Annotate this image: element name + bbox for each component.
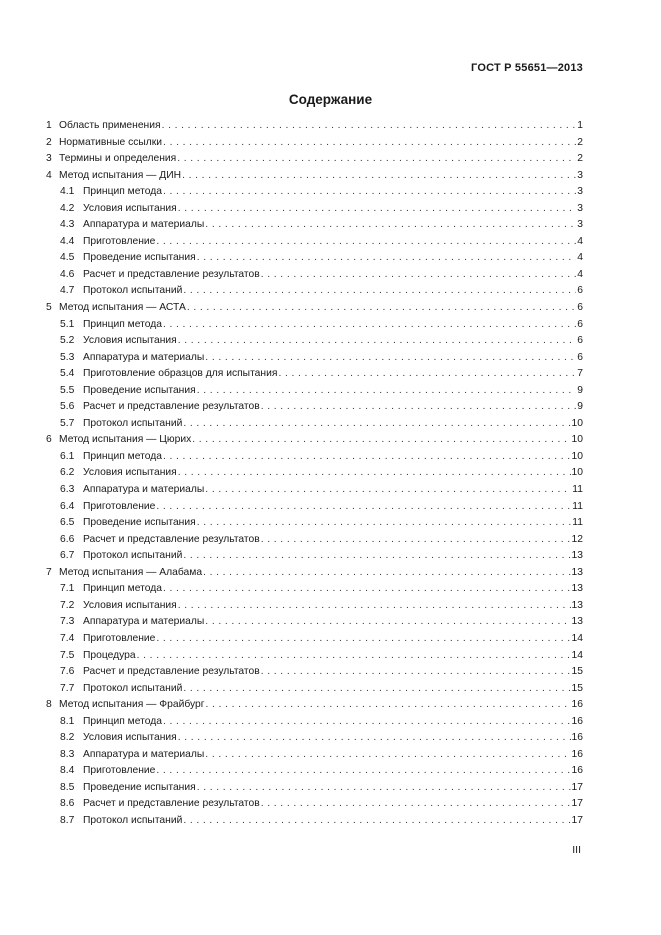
toc-entry-page: 16 [571,732,583,744]
toc-entry-title: Аппаратура и материалы [83,219,205,231]
toc-heading: Содержание [288,92,373,107]
toc-entry-title: Процедура [83,649,136,661]
toc-entry-page: 12 [571,533,583,545]
toc-entry-number: 3 [46,153,52,165]
toc-dot-leader [197,250,577,267]
toc-section-entry[interactable] [46,168,583,185]
toc-section-entry[interactable] [46,151,583,168]
toc-section-entry[interactable] [46,300,583,317]
toc-entry-title: Метод испытания — Фрайбург [59,699,205,711]
toc-dot-leader [205,217,576,234]
toc-entry-title: Метод испытания — АСТА [59,302,186,314]
toc-entry-page: 11 [572,500,583,512]
toc-entry-title: Протокол испытаний [83,285,183,297]
toc-dot-leader [162,118,577,135]
toc-subsection-entry[interactable] [46,283,583,300]
toc-entry-number: 5.4 [60,368,75,380]
toc-entry-number: 4 [46,169,52,181]
toc-entry-page: 6 [577,351,583,363]
toc-entry-title: Протокол испытаний [83,682,183,694]
toc-entry-page: 17 [571,814,583,826]
toc-entry-page: 16 [571,748,583,760]
toc-entry-number: 5 [46,302,52,314]
toc-dot-leader [261,267,577,284]
toc-subsection-entry[interactable] [46,465,583,482]
toc-entry-page: 4 [577,252,583,264]
toc-entry-number: 1 [46,120,52,131]
toc-subsection-entry[interactable] [46,714,583,731]
toc-subsection-entry[interactable] [46,416,583,433]
toc-entry-number: 4.2 [60,202,75,214]
toc-subsection-entry[interactable] [46,747,583,764]
toc-subsection-entry[interactable] [46,664,583,681]
toc-entry-title: Принцип метода [83,583,162,595]
toc-entry-title: Нормативные ссылки [59,136,163,148]
toc-entry-number: 6.6 [60,533,75,545]
toc-subsection-entry[interactable] [46,631,583,648]
toc-entry-title: Условия испытания [83,467,177,479]
toc-entry-title: Принцип метода [83,450,162,462]
toc-entry-title: Условия испытания [83,202,177,214]
toc-dot-leader [261,399,577,416]
toc-entry-number: 8.3 [60,748,75,760]
toc-subsection-entry[interactable] [46,614,583,631]
toc-subsection-entry[interactable] [46,317,583,334]
toc-dot-leader [192,432,570,449]
toc-entry-page: 13 [571,550,583,562]
toc-subsection-entry[interactable] [46,780,583,797]
toc-dot-leader [177,151,576,168]
toc-entry-number: 6.4 [60,500,75,512]
toc-entry-number: 5.6 [60,401,75,413]
toc-entry-title: Приготовление [83,632,156,644]
toc-entry-page: 14 [571,632,583,644]
toc-entry-title: Метод испытания — ДИН [59,169,182,181]
toc-section-entry[interactable] [46,118,583,135]
toc-subsection-entry[interactable] [46,598,583,615]
toc-entry-page: 6 [577,302,583,314]
toc-entry-number: 8.2 [60,732,75,744]
toc-entry-title: Условия испытания [83,335,177,347]
toc-subsection-entry[interactable] [46,383,583,400]
toc-entry-title: Проведение испытания [83,384,196,396]
toc-entry-page: 10 [571,450,583,462]
toc-entry-page: 11 [572,517,583,529]
toc-dot-leader [178,201,577,218]
toc-dot-leader [187,300,576,317]
toc-dot-leader [178,598,571,615]
toc-dot-leader [156,763,570,780]
toc-subsection-entry[interactable] [46,217,583,234]
toc-entry-number: 6.3 [60,484,75,496]
toc-dot-leader [205,350,576,367]
toc-entry-page: 6 [577,285,583,297]
toc-entry-number: 4.3 [60,219,75,231]
toc-entry-title: Расчет и представление результатов [83,401,260,413]
toc-dot-leader [178,465,571,482]
toc-entry-title: Приготовление [83,765,156,777]
toc-dot-leader [156,234,576,251]
toc-entry-page: 3 [577,169,583,181]
toc-entry-page: 14 [571,649,583,661]
toc-entry-title: Проведение испытания [83,781,196,793]
toc-subsection-entry[interactable] [46,250,583,267]
toc-entry-number: 8.4 [60,765,75,777]
document-code: ГОСТ Р 55651—2013 [471,62,583,74]
toc-entry-title: Принцип метода [83,318,162,330]
toc-entry-title: Принцип метода [83,186,162,198]
toc-subsection-entry[interactable] [46,499,583,516]
toc-entry-number: 7.5 [60,649,75,661]
toc-entry-number: 5.2 [60,335,75,347]
toc-entry-page: 16 [571,699,583,711]
page-number: III [572,844,581,856]
toc-entry-page: 17 [571,781,583,793]
toc-entry-page: 13 [571,616,583,628]
toc-entry-title: Приготовление [83,500,156,512]
table-of-contents [46,118,583,830]
toc-entry-page: 1 [577,120,583,131]
toc-dot-leader [197,515,572,532]
toc-entry-title: Приготовление образцов для испытания [83,368,278,380]
toc-dot-leader [183,416,570,433]
toc-entry-number: 6.1 [60,450,75,462]
toc-subsection-entry[interactable] [46,234,583,251]
toc-dot-leader [261,664,571,681]
toc-dot-leader [205,614,570,631]
toc-dot-leader [163,317,576,334]
toc-subsection-entry[interactable] [46,581,583,598]
toc-subsection-entry[interactable] [46,366,583,383]
toc-entry-page: 10 [571,417,583,429]
toc-dot-leader [183,283,576,300]
toc-entry-title: Проведение испытания [83,252,196,264]
toc-entry-page: 13 [571,599,583,611]
toc-dot-leader [182,168,576,185]
toc-section-entry[interactable] [46,697,583,714]
toc-entry-page: 16 [571,715,583,727]
toc-entry-page: 2 [577,153,583,165]
toc-entry-number: 7.4 [60,632,75,644]
toc-entry-number: 7.2 [60,599,75,611]
toc-dot-leader [163,449,571,466]
toc-subsection-entry[interactable] [46,763,583,780]
toc-section-entry[interactable] [46,565,583,582]
toc-dot-leader [183,548,570,565]
toc-entry-title: Условия испытания [83,599,177,611]
toc-entry-page: 4 [577,235,583,247]
toc-entry-number: 8.7 [60,814,75,826]
toc-entry-title: Расчет и представление результатов [83,268,260,280]
toc-entry-title: Расчет и представление результатов [83,798,260,810]
toc-entry-number: 7.6 [60,666,75,678]
toc-entry-page: 9 [577,384,583,396]
toc-entry-page: 15 [571,682,583,694]
toc-subsection-entry[interactable] [46,813,583,830]
toc-entry-title: Расчет и представление результатов [83,666,260,678]
toc-entry-page: 7 [577,368,583,380]
toc-entry-title: Аппаратура и материалы [83,484,205,496]
toc-subsection-entry[interactable] [46,449,583,466]
toc-entry-title: Область применения [59,120,161,131]
toc-entry-page: 3 [577,219,583,231]
toc-entry-number: 5.5 [60,384,75,396]
toc-subsection-entry[interactable] [46,201,583,218]
toc-entry-number: 6.5 [60,517,75,529]
toc-subsection-entry[interactable] [46,267,583,284]
toc-entry-title: Расчет и представление результатов [83,533,260,545]
toc-subsection-entry[interactable] [46,399,583,416]
toc-entry-title: Протокол испытаний [83,417,183,429]
toc-entry-page: 10 [571,467,583,479]
toc-entry-number: 5.3 [60,351,75,363]
toc-subsection-entry[interactable] [46,548,583,565]
toc-dot-leader [183,681,570,698]
toc-entry-number: 5.1 [60,318,75,330]
toc-dot-leader [206,697,571,714]
toc-subsection-entry[interactable] [46,515,583,532]
toc-subsection-entry[interactable] [46,333,583,350]
toc-entry-number: 4.7 [60,285,75,297]
toc-entry-number: 2 [46,136,52,148]
toc-entry-number: 7.7 [60,682,75,694]
toc-entry-title: Аппаратура и материалы [83,748,205,760]
toc-dot-leader [163,135,576,152]
toc-dot-leader [163,714,571,731]
toc-entry-number: 4.4 [60,235,75,247]
toc-entry-title: Приготовление [83,235,156,247]
toc-dot-leader [261,796,571,813]
toc-entry-number: 6.2 [60,467,75,479]
toc-entry-page: 15 [571,666,583,678]
toc-entry-page: 16 [571,765,583,777]
toc-entry-number: 5.7 [60,417,75,429]
toc-entry-title: Принцип метода [83,715,162,727]
toc-dot-leader [197,780,571,797]
toc-dot-leader [261,532,571,549]
toc-dot-leader [163,184,576,201]
toc-dot-leader [156,499,571,516]
toc-dot-leader [156,631,570,648]
toc-entry-title: Термины и определения [59,153,177,165]
toc-entry-title: Аппаратура и материалы [83,616,205,628]
toc-subsection-entry[interactable] [46,184,583,201]
toc-entry-number: 4.5 [60,252,75,264]
toc-dot-leader [278,366,576,383]
toc-entry-title: Условия испытания [83,732,177,744]
toc-entry-page: 13 [571,566,583,578]
toc-entry-number: 8 [46,699,52,711]
toc-subsection-entry[interactable] [46,730,583,747]
toc-dot-leader [183,813,570,830]
toc-entry-number: 7.1 [60,583,75,595]
toc-dot-leader [205,482,571,499]
toc-subsection-entry[interactable] [46,482,583,499]
toc-dot-leader [137,648,571,665]
toc-dot-leader [205,747,570,764]
toc-entry-page: 6 [577,318,583,330]
toc-dot-leader [178,730,571,747]
toc-entry-title: Протокол испытаний [83,550,183,562]
toc-entry-title: Проведение испытания [83,517,196,529]
toc-dot-leader [178,333,577,350]
toc-entry-title: Аппаратура и материалы [83,351,205,363]
toc-entry-title: Метод испытания — Цюрих [59,434,192,446]
toc-entry-page: 13 [571,583,583,595]
toc-section-entry[interactable] [46,432,583,449]
toc-subsection-entry[interactable] [46,350,583,367]
toc-subsection-entry[interactable] [46,681,583,698]
toc-entry-number: 7 [46,566,52,578]
toc-entry-page: 11 [572,484,583,496]
toc-dot-leader [163,581,571,598]
toc-entry-page: 3 [577,186,583,198]
toc-entry-page: 3 [577,202,583,214]
toc-entry-title: Протокол испытаний [83,814,183,826]
toc-entry-title: Метод испытания — Алабама [59,566,203,578]
toc-entry-number: 6 [46,434,52,446]
toc-subsection-entry[interactable] [46,532,583,549]
toc-entry-page: 17 [571,798,583,810]
toc-section-entry[interactable] [46,135,583,152]
toc-subsection-entry[interactable] [46,648,583,665]
toc-subsection-entry[interactable] [46,796,583,813]
toc-entry-number: 6.7 [60,550,75,562]
toc-entry-page: 6 [577,335,583,347]
toc-entry-number: 8.6 [60,798,75,810]
toc-dot-leader [197,383,577,400]
toc-dot-leader [203,565,570,582]
toc-entry-number: 8.1 [60,715,75,727]
toc-entry-number: 4.6 [60,268,75,280]
toc-entry-page: 4 [577,268,583,280]
toc-entry-page: 10 [571,434,583,446]
toc-entry-number: 8.5 [60,781,75,793]
toc-entry-number: 7.3 [60,616,75,628]
toc-entry-number: 4.1 [60,186,75,198]
toc-entry-page: 2 [577,136,583,148]
toc-entry-page: 9 [577,401,583,413]
